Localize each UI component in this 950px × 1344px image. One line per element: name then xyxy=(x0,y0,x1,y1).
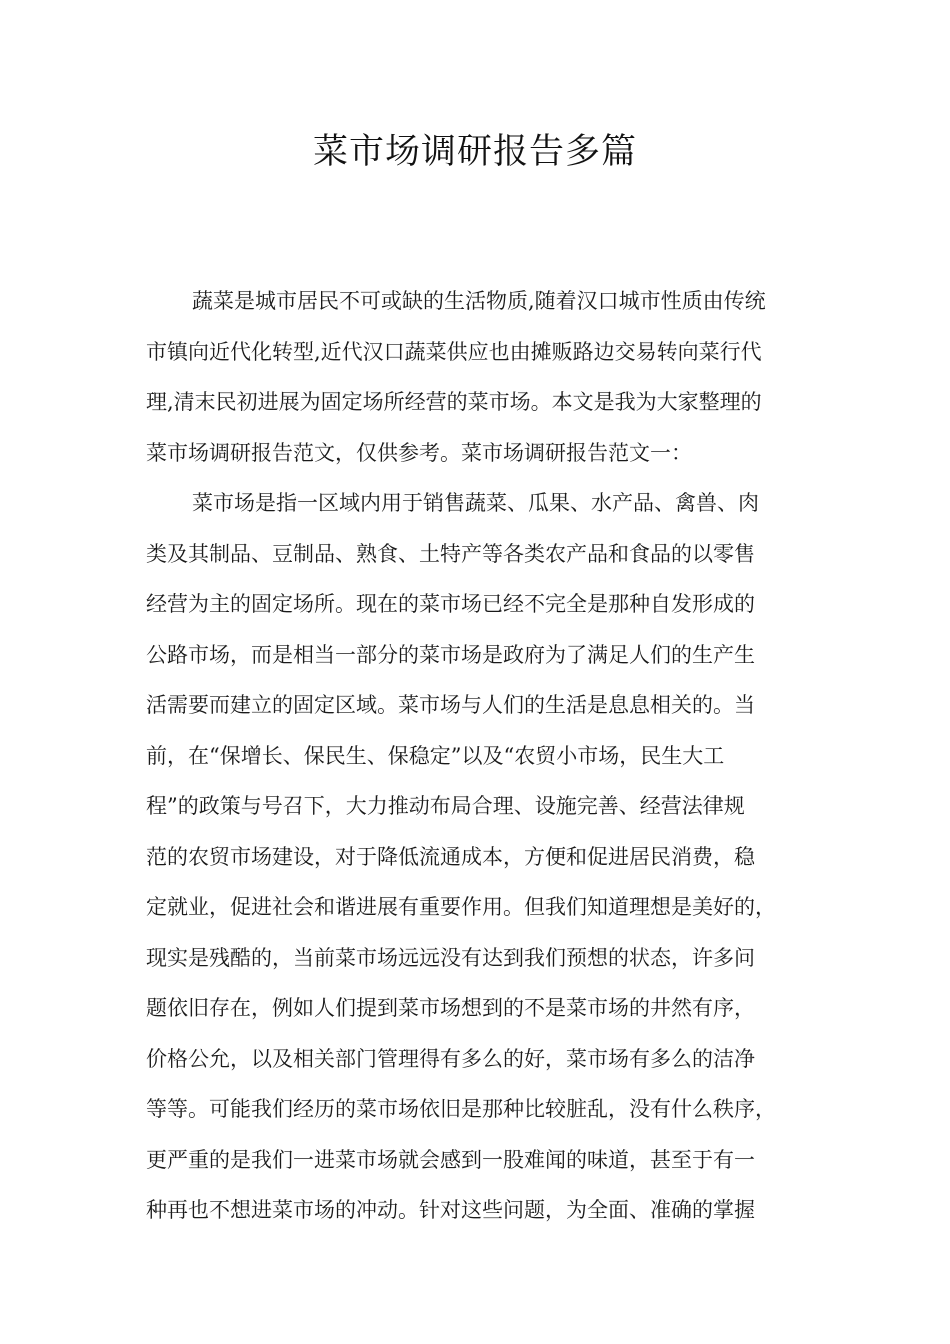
text-line: 经营为主的固定场所。现在的菜市场已经不完全是那种自发形成的 xyxy=(146,592,755,616)
text-line: 更严重的是我们一进菜市场就会感到一股难闻的味道，甚至于有一 xyxy=(146,1147,755,1172)
text-line: 现实是残酷的，当前菜市场远远没有达到我们预想的状态，许多问 xyxy=(146,945,755,970)
text-line: 等等。可能我们经历的菜市场依旧是那种比较脏乱，没有什么秩序， xyxy=(146,1097,776,1121)
text-line: 公路市场，而是相当一部分的菜市场是政府为了满足人们的生产生 xyxy=(146,642,755,667)
text-line: 菜市场调研报告范文，仅供参考。菜市场调研报告范文一： xyxy=(146,440,692,465)
text-line: 题依旧存在，例如人们提到菜市场想到的不是菜市场的井然有序， xyxy=(146,996,755,1020)
paragraph-intro xyxy=(146,276,810,478)
text-line: 菜市场是指一区域内用于销售蔬菜、瓜果、水产品、禽兽、肉 xyxy=(192,491,759,515)
text-line: 种再也不想进菜市场的冲动。针对这些问题，为全面、准确的掌握 xyxy=(146,1198,755,1222)
text-line: 程”的政策与号召下，大力推动布局合理、设施完善、经营法律规 xyxy=(146,794,745,818)
text-line: 市镇向近代化转型,近代汉口蔬菜供应也由摊贩路边交易转向菜行代 xyxy=(146,339,762,364)
text-line: 蔬菜是城市居民不可或缺的生活物质,随着汉口城市性质由传统 xyxy=(192,289,766,313)
text-line: 类及其制品、豆制品、熟食、土特产等各类农产品和食品的以零售 xyxy=(146,541,755,566)
document-title: 菜市场调研报告多篇 xyxy=(312,132,637,172)
text-line: 定就业，促进社会和谐进展有重要作用。但我们知道理想是美好的， xyxy=(146,895,776,919)
text-line: 活需要而建立的固定区域。菜市场与人们的生活是息息相关的。当 xyxy=(146,693,755,717)
text-line: 前，在“保增长、保民生、保稳定”以及“农贸小市场，民生大工 xyxy=(146,743,725,768)
text-line: 价格公允，以及相关部门管理得有多么的好，菜市场有多么的洁净 xyxy=(146,1046,755,1071)
paragraph-body xyxy=(146,478,810,1236)
text-line: 理,清末民初进展为固定场所经营的菜市场。本文是我为大家整理的 xyxy=(146,390,762,414)
text-line: 范的农贸市场建设，对于降低流通成本，方便和促进居民消费，稳 xyxy=(146,844,755,869)
